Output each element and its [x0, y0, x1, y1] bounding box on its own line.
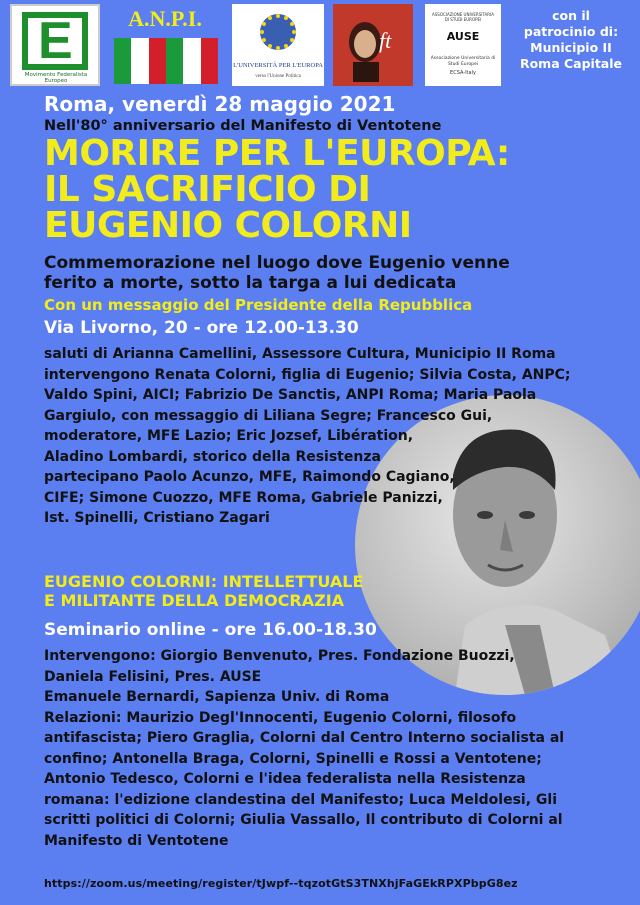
- ft-logo: [333, 4, 413, 86]
- president-message: Con un messaggio del Presidente della Repubblica: [44, 296, 473, 314]
- anpi-logo: [110, 4, 220, 86]
- mfe-logo-caption: Movimento Federalista Europeo: [24, 72, 88, 84]
- session1-speakers: [44, 344, 614, 529]
- session2-speakers: [44, 646, 614, 851]
- anpi-logo-text: A.N.P.I.: [128, 6, 202, 31]
- zoom-registration-link[interactable]: https://zoom.us/meeting/register/tJwpf--tqzotGtS3TNXhjFaGEkRPXPbpG8ez: [44, 877, 518, 890]
- session1-venue: Via Livorno, 20 - ore 12.00-13.30: [44, 318, 359, 338]
- ause-logo-sub2: ECSA-Italy: [450, 70, 476, 76]
- speaker-line: romana: l'edizione clandestina del Manifesto; Luca Meldolesi, Gli: [44, 791, 558, 808]
- speaker-line: partecipano Paolo Acunzo, MFE, Raimondo Cagiano,: [44, 469, 455, 485]
- speaker-line: CIFE; Simone Cuozzo, MFE Roma, Gabriele Panizzi,: [44, 489, 443, 506]
- stars-circle-icon: [232, 6, 324, 58]
- subtitle: [44, 253, 604, 293]
- ause-logo-sub: Associazione Universitaria di Studi Europei: [430, 56, 496, 67]
- italian-flag-icon: [114, 38, 218, 84]
- mfe-logo-mark: E: [22, 12, 88, 70]
- session2-title-line: E MILITANTE DELLA DEMOCRAZIA: [44, 591, 345, 610]
- speaker-line: Valdo Spini, AICI; Fabrizio De Sanctis, ANPI Roma; Maria Paola: [44, 387, 537, 403]
- speaker-line: Daniela Felisini, Pres. AUSE: [44, 668, 262, 685]
- anniversary-line: Nell'80° anniversario del Manifesto di Ventotene: [44, 118, 442, 134]
- ause-logo-name: AUSE: [446, 30, 480, 43]
- speaker-line: scritti politici di Colorni; Giulia Vassallo, Il contributo di Colorni al: [44, 812, 563, 828]
- event-date: Roma, venerdì 28 maggio 2021: [44, 92, 396, 116]
- speaker-line: moderatore, MFE Lazio; Eric Jozsef, Libération,: [44, 428, 414, 444]
- speaker-line: antifascista; Piero Graglia, Colorni dal Centro Interno socialista al: [44, 730, 565, 746]
- speaker-line: Relazioni: Maurizio Degl'Innocenti, Eugenio Colorni, filosofo: [44, 709, 517, 726]
- speaker-line: Ist. Spinelli, Cristiano Zagari: [44, 510, 270, 526]
- speaker-line: Manifesto di Ventotene: [44, 832, 229, 849]
- speaker-line: Emanuele Bernardi, Sapienza Univ. di Roma: [44, 689, 390, 705]
- main-title: [44, 133, 510, 246]
- patronage-text: con il patrocinio di: Municipio II Roma Capitale: [519, 8, 623, 71]
- speaker-line: confino; Antonella Braga, Colorni, Spinelli e Rossi a Ventotene;: [44, 750, 542, 767]
- main-title-line: EUGENIO COLORNI: [44, 205, 412, 246]
- speaker-line: Intervengono: Giorgio Benvenuto, Pres. Fondazione Buozzi,: [44, 648, 515, 664]
- speaker-line: Gargiulo, con messaggio di Liliana Segre; Francesco Gui,: [44, 407, 493, 424]
- speaker-line: Antonio Tedesco, Colorni e l'idea federalista nella Resistenza: [44, 771, 526, 787]
- session2-title: [44, 572, 363, 610]
- portrait-sketch-icon: [333, 4, 413, 86]
- subtitle-line: Commemorazione nel luogo dove Eugenio venne: [44, 253, 510, 273]
- subtitle-line: ferito a morte, sotto la targa a lui dedicata: [44, 273, 457, 293]
- university-logo: [232, 4, 324, 86]
- speaker-line: intervengono Renata Colorni, figlia di Eugenio; Silvia Costa, ANPC;: [44, 366, 571, 383]
- ause-logo-top: ASSOCIAZIONE UNIVERSITARIA DI STUDI EUROPEI: [432, 12, 494, 22]
- university-logo-text: L'UNIVERSITÀ PER L'EUROPA: [233, 62, 323, 69]
- ause-logo: [425, 4, 501, 86]
- ft-logo-text: ft: [379, 28, 392, 53]
- main-title-line: IL SACRIFICIO DI: [44, 169, 371, 210]
- session2-venue: Seminario online - ore 16.00-18.30: [44, 620, 377, 640]
- university-logo-sub: verso l'Unione Politica: [255, 74, 301, 79]
- main-title-line: MORIRE PER L'EUROPA:: [44, 133, 510, 174]
- speaker-line: saluti di Arianna Camellini, Assessore Cultura, Municipio II Roma: [44, 346, 556, 362]
- session2-title-line: EUGENIO COLORNI: INTELLETTUALE: [44, 572, 364, 591]
- mfe-logo: [10, 4, 100, 86]
- speaker-line: Aladino Lombardi, storico della Resistenza: [44, 448, 381, 465]
